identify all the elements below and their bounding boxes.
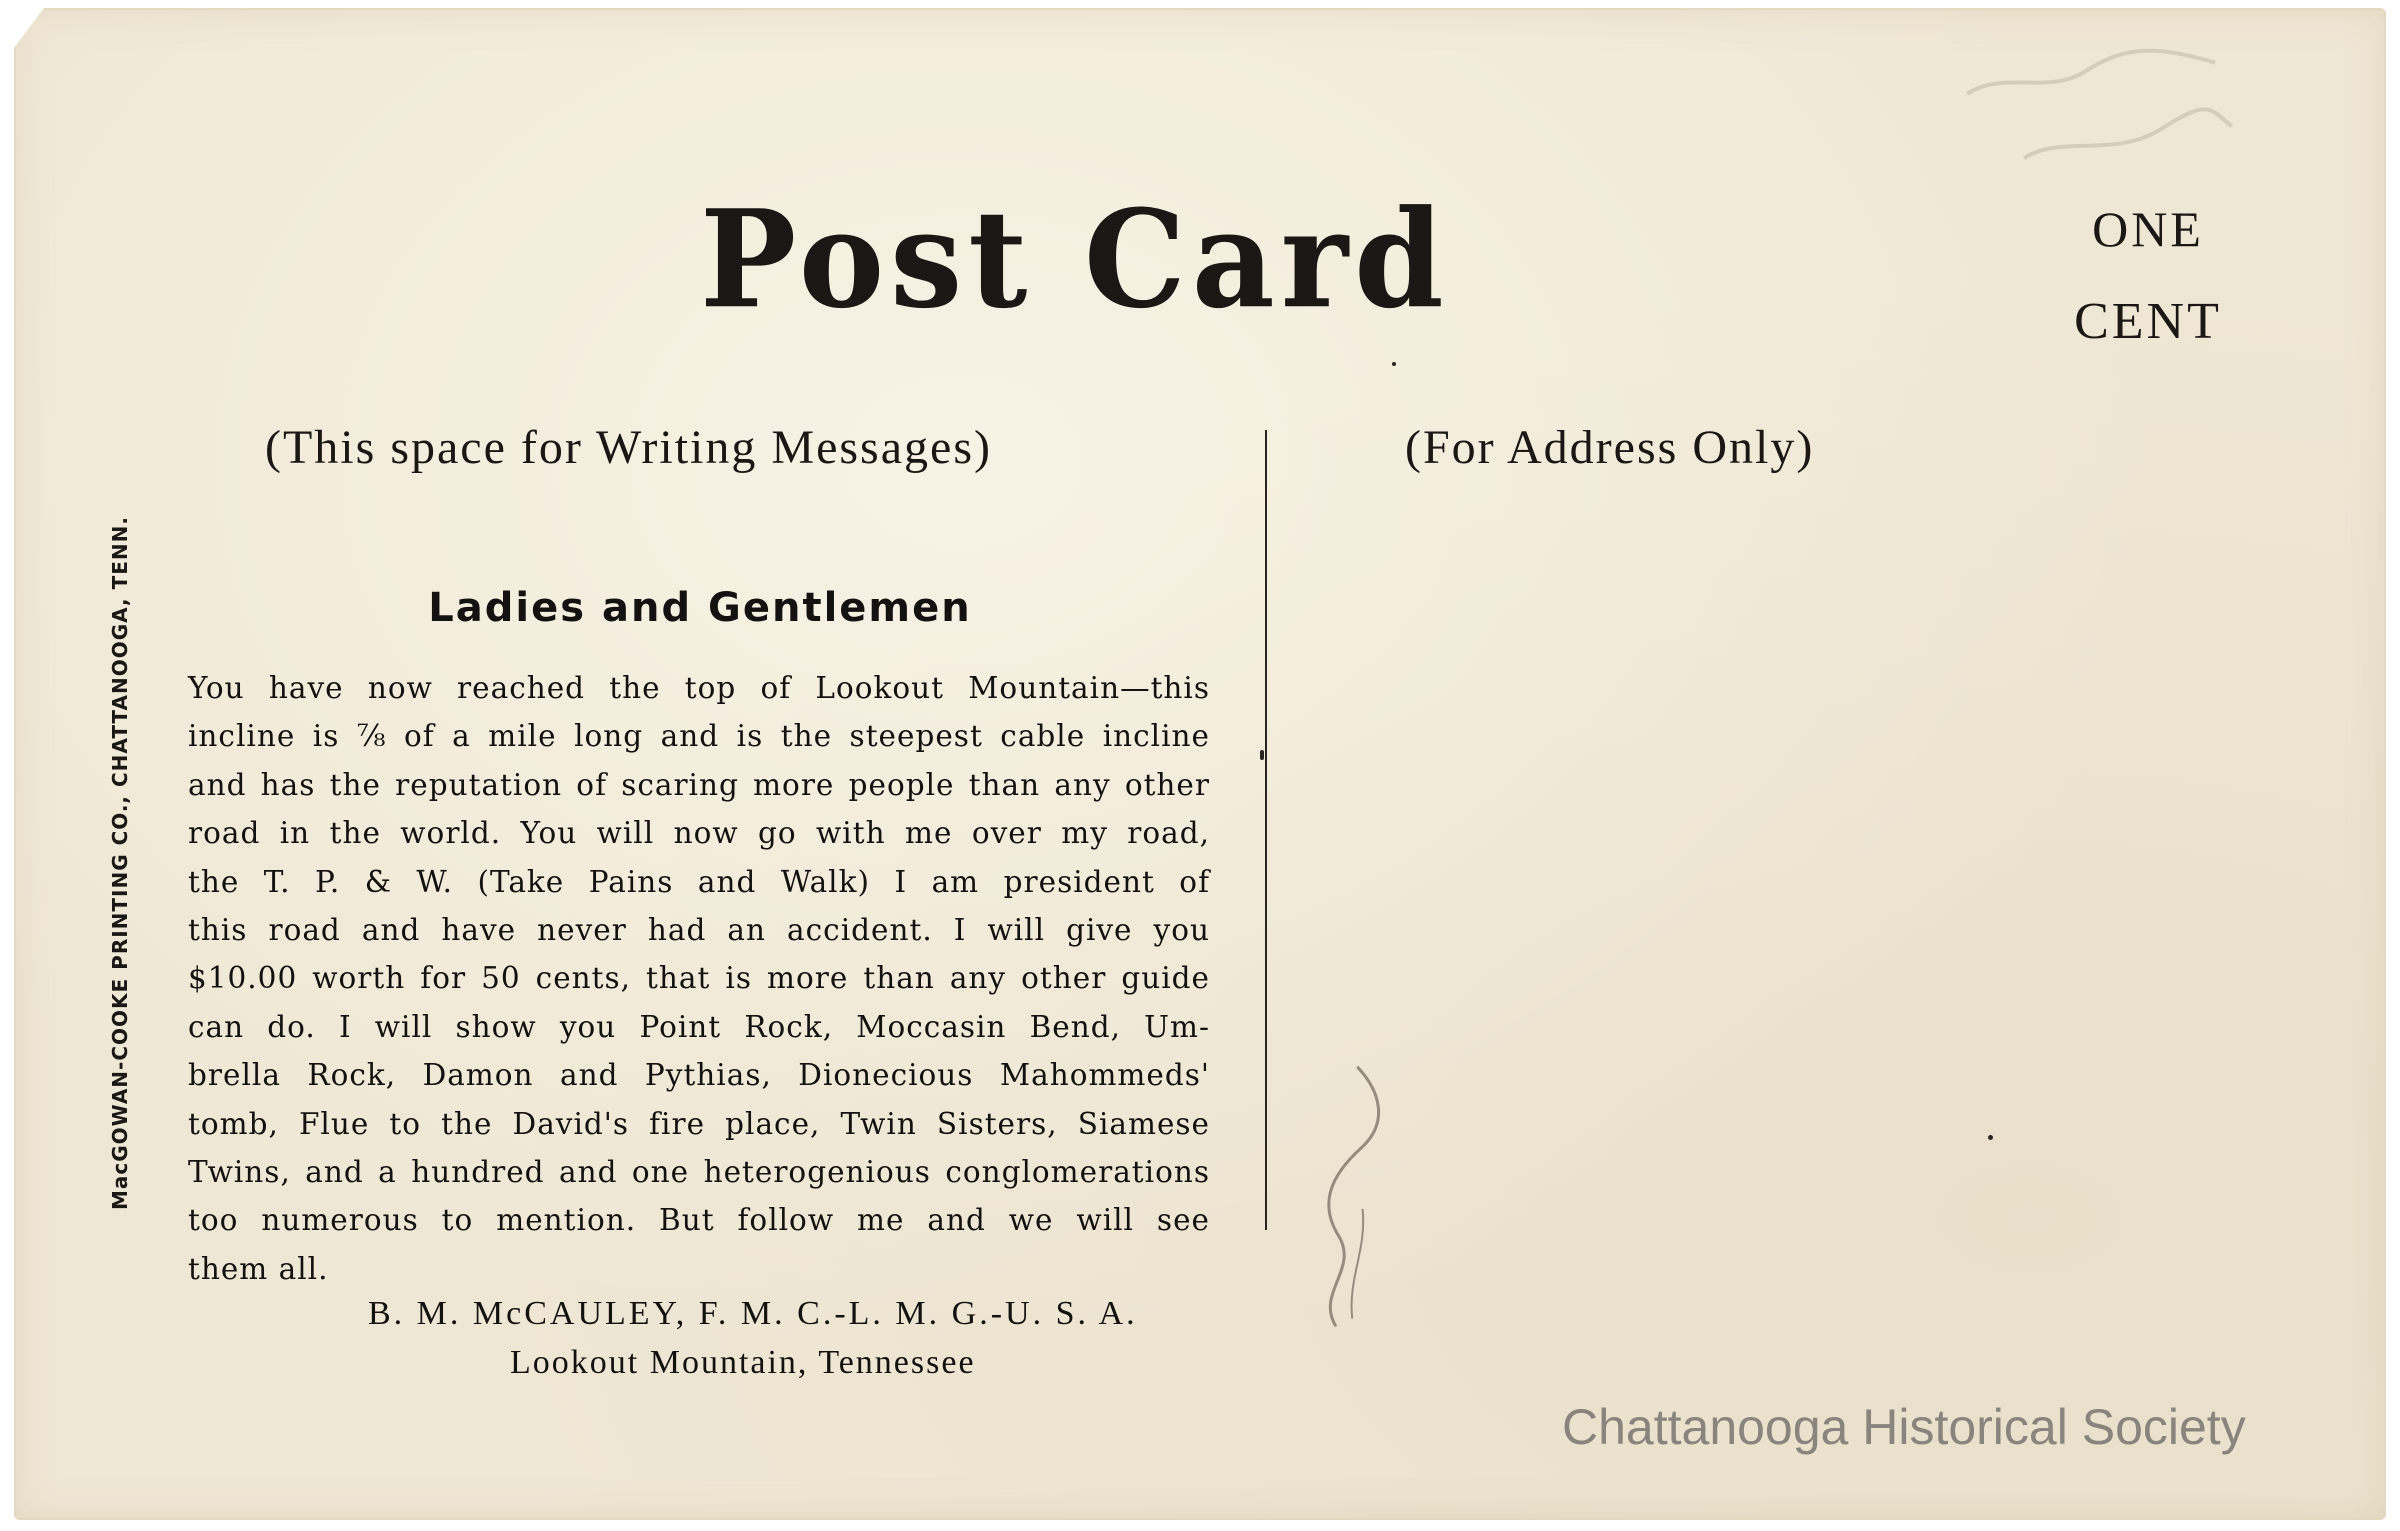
message-line: tomb, Flue to the David's fire place, Twin Sisters, Siamese bbox=[188, 1106, 1210, 1141]
paper-speck bbox=[1392, 362, 1396, 366]
message-line: brella Rock, Damon and Pythias, Dionecious Mahommeds' bbox=[188, 1058, 1210, 1093]
message-line: them all. bbox=[188, 1251, 329, 1286]
message-greeting: Ladies and Gentlemen bbox=[428, 585, 972, 631]
pencil-corner-mark-icon bbox=[1953, 26, 2247, 204]
message-line: and has the reputation of scaring more people than any other bbox=[188, 767, 1210, 802]
message-line: can do. I will show you Point Rock, Moccasin Bend, Um- bbox=[188, 1009, 1210, 1044]
message-line: too numerous to mention. But follow me and we will see bbox=[188, 1203, 1210, 1238]
stamp-text-cent: CENT bbox=[2074, 293, 2222, 350]
center-divider-line bbox=[1265, 430, 1267, 1230]
sender-signature: B. M. McCAULEY, F. M. C.-L. M. G.-U. S. A. bbox=[368, 1295, 1138, 1332]
paper-speck bbox=[1260, 750, 1264, 760]
message-line: incline is ⅞ of a mile long and is the steepest cable incline bbox=[188, 719, 1210, 754]
card-corner-fold bbox=[14, 8, 44, 48]
paper-speck bbox=[1988, 1135, 1993, 1140]
message-line: the T. P. & W. (Take Pains and Walk) I am president of bbox=[188, 864, 1210, 899]
address-section-header: (For Address Only) bbox=[1405, 421, 1815, 474]
archive-watermark: Chattanooga Historical Society bbox=[1562, 1399, 2246, 1455]
message-line: this road and have never had an accident. I will give you bbox=[188, 912, 1210, 947]
message-line: You have now reached the top of Lookout Mountain—this bbox=[188, 671, 1210, 705]
stamp-text-one: ONE bbox=[2092, 201, 2204, 257]
message-body bbox=[188, 664, 1210, 1293]
stamp-box bbox=[2058, 200, 2238, 370]
postcard-title: Post Card bbox=[700, 181, 1450, 339]
message-line: road in the world. You will now go with me over my road, bbox=[188, 816, 1210, 851]
printer-imprint: MacGOWAN-COOKE PRINTING CO., CHATTANOOGA, TENN. bbox=[108, 516, 132, 1210]
message-section-header: (This space for Writing Messages) bbox=[265, 421, 993, 474]
message-line: Twins, and a hundred and one heterogenious conglomerations bbox=[188, 1154, 1210, 1189]
sender-location: Lookout Mountain, Tennessee bbox=[510, 1344, 976, 1381]
message-line: $10.00 worth for 50 cents, that is more than any other guide bbox=[188, 961, 1210, 996]
